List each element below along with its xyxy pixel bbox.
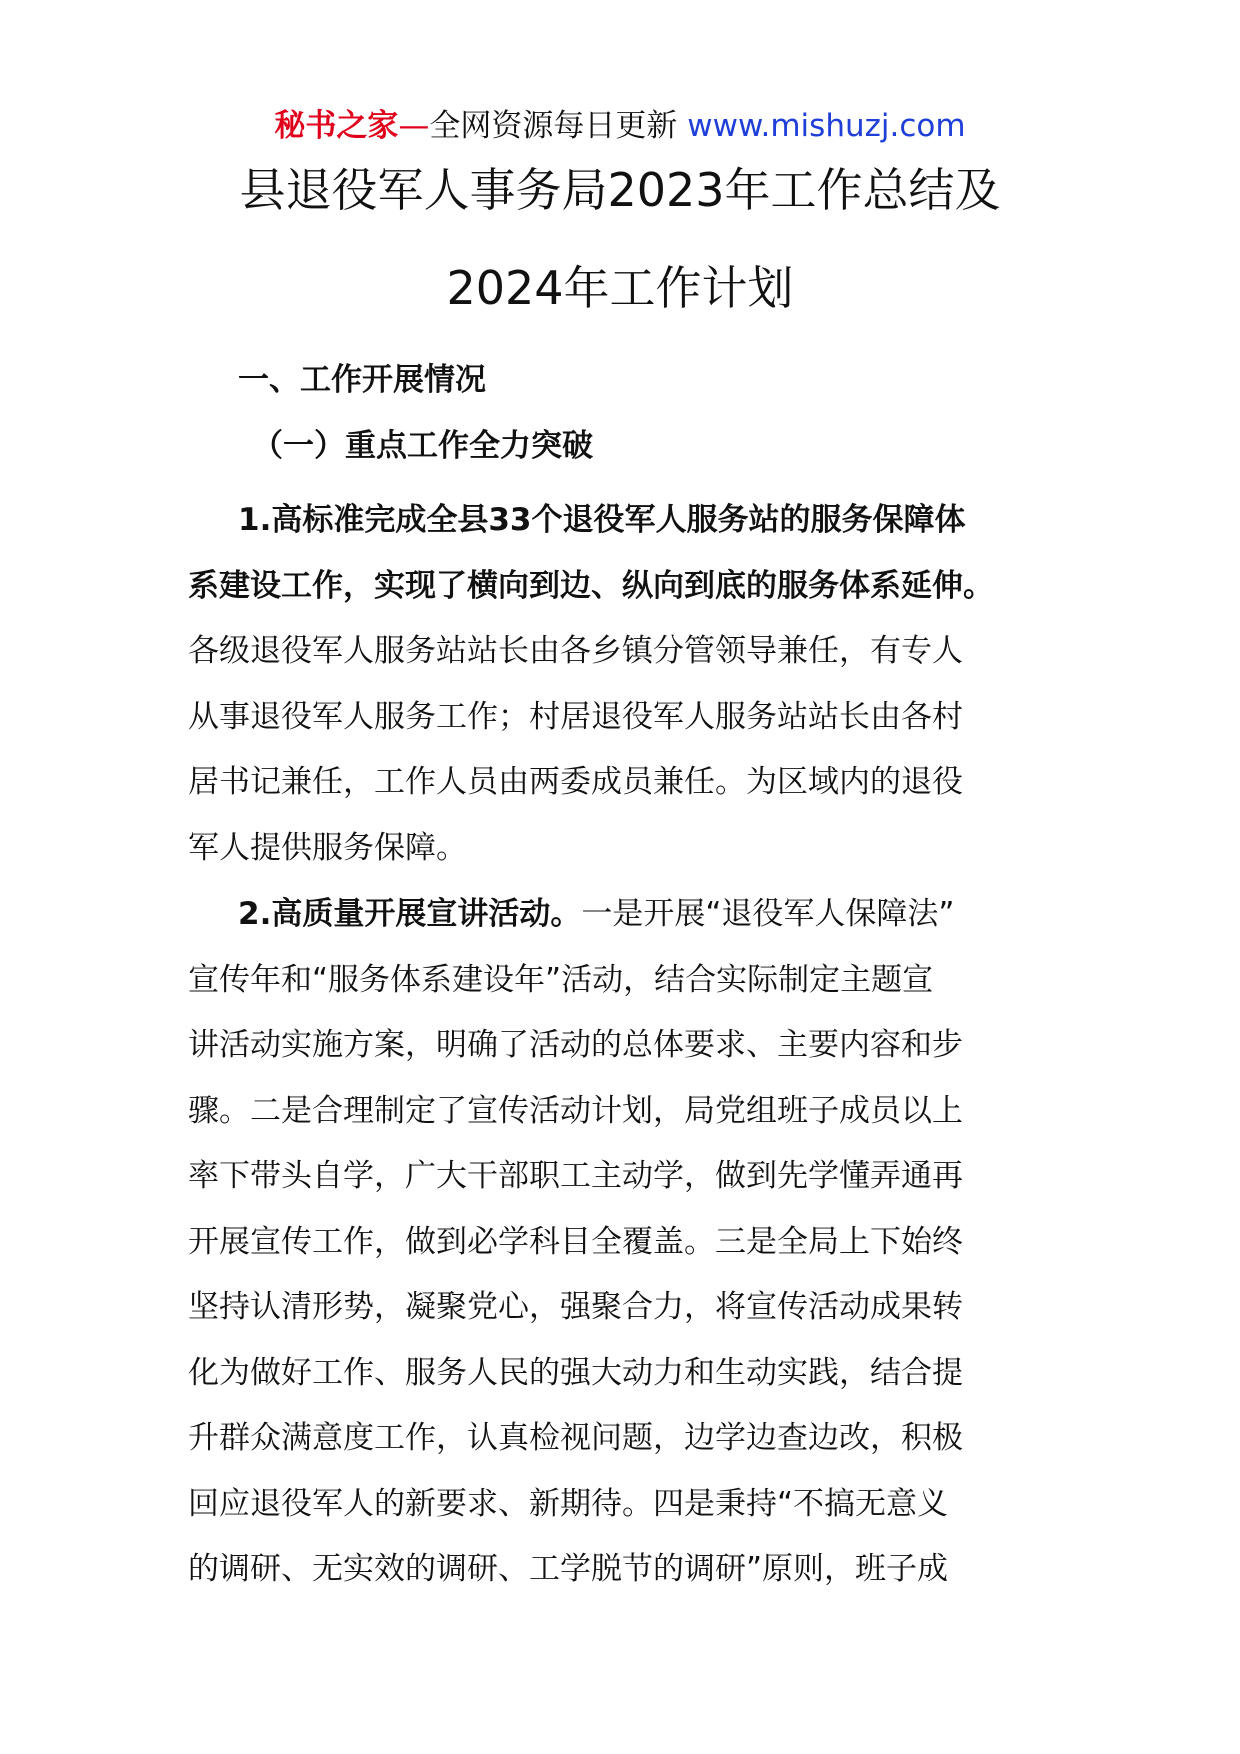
paragraph-2-line: 讲活动实施方案，明确了活动的总体要求、主要内容和步: [188, 1027, 963, 1063]
paragraph-1-bold-line-2: 系建设工作，实现了横向到边、纵向到底的服务体系延伸。: [188, 567, 994, 604]
brand-name: 秘书之家: [274, 108, 399, 144]
paragraph-2: [188, 882, 1048, 1603]
section-heading: 一、工作开展情况: [238, 362, 486, 398]
paragraph-2-line: 开展宣传工作，做到必学科目全覆盖。三是全局上下始终: [188, 1223, 963, 1260]
paragraph-2-bold-lead: 2.高质量开展宣讲活动。: [238, 896, 582, 932]
paragraph-2-line: 升群众满意度工作，认真检视问题，边学边查边改，积极: [188, 1420, 963, 1456]
document-title-line-2: 2024年工作计划: [446, 261, 794, 315]
subsection-heading: （一）重点工作全力突破: [252, 428, 593, 464]
header-dash: —: [398, 108, 430, 144]
paragraph-2-line: 骤。二是合理制定了宣传活动计划，局党组班子成员以上: [188, 1092, 963, 1129]
paragraph-2-first-line-rest: 一是开展“退役军人保障法”: [581, 896, 955, 932]
paragraph-1-line: 军人提供服务保障。: [188, 829, 467, 866]
paragraph-1-line: 各级退役军人服务站站长由各乡镇分管领导兼任，有专人: [188, 633, 963, 669]
header-tagline: 全网资源每日更新: [429, 108, 688, 144]
paragraph-1-line: 居书记兼任，工作人员由两委成员兼任。为区域内的退役: [188, 764, 963, 800]
paragraph-1-bold-line-1: 1.高标准完成全县33个退役军人服务站的服务保障体: [238, 502, 966, 538]
paragraph-1-line: 从事退役军人服务工作；村居退役军人服务站站长由各村: [188, 698, 963, 735]
paragraph-1: [188, 488, 1048, 881]
paragraph-2-line: 坚持认清形势，凝聚党心，强聚合力，将宣传活动成果转: [188, 1289, 963, 1325]
paragraph-2-first-line: [188, 882, 1048, 948]
paragraph-2-line: 回应退役军人的新要求、新期待。四是秉持“不搞无意义: [188, 1485, 949, 1522]
paragraph-2-line: 率下带头自学，广大干部职工主动学，做到先学懂弄通再: [188, 1158, 963, 1194]
document-title-line-1: 县退役军人事务局2023年工作总结及: [239, 163, 1001, 217]
paragraph-2-line: 的调研、无实效的调研、工学脱节的调研”原则，班子成: [188, 1551, 949, 1587]
paragraph-2-line: 宣传年和“服务体系建设年”活动，结合实际制定主题宣: [188, 961, 934, 998]
site-header: [0, 104, 1240, 148]
site-url-link[interactable]: www.mishuzj.com: [687, 108, 966, 144]
paragraph-2-line: 化为做好工作、服务人民的强大动力和生动实践，结合提: [188, 1354, 963, 1391]
